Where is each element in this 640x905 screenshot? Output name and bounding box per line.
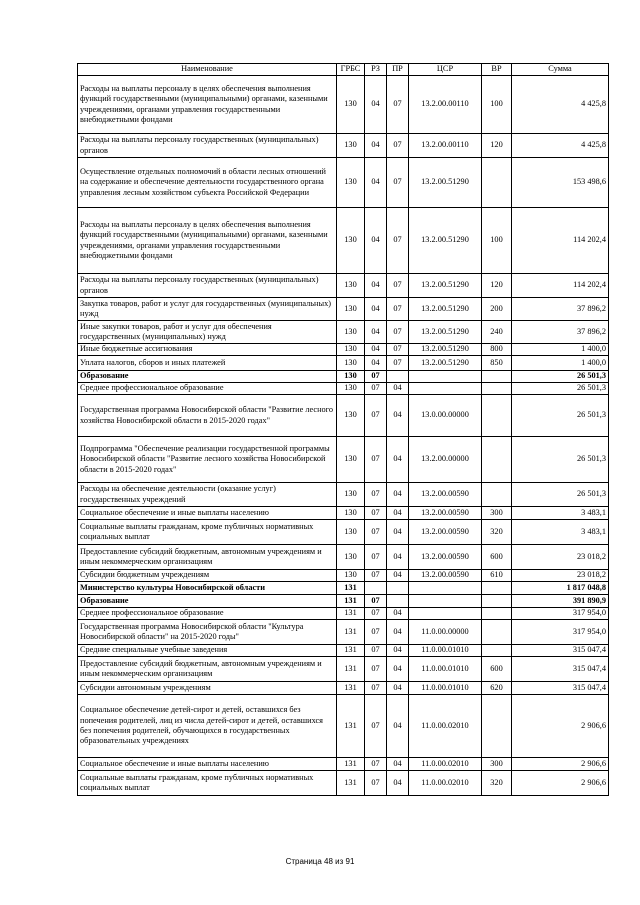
cell-csr: 13.2.00.00000 <box>409 437 482 483</box>
header-csr: ЦСР <box>409 64 482 76</box>
cell-sum: 4 425,8 <box>512 134 609 158</box>
cell-rz: 07 <box>365 657 387 682</box>
cell-rz: 04 <box>365 344 387 356</box>
cell-name: Социальные выплаты гражданам, кроме публичных нормативных социальных выплат <box>78 771 337 796</box>
table-row <box>78 483 609 507</box>
cell-name: Уплата налогов, сборов и иных платежей <box>78 356 337 371</box>
cell-grbs: 130 <box>337 507 365 520</box>
cell-rz: 07 <box>365 758 387 771</box>
cell-csr: 13.2.00.00590 <box>409 545 482 570</box>
cell-csr: 13.2.00.51290 <box>409 321 482 344</box>
cell-pr: 04 <box>387 483 409 507</box>
cell-grbs: 130 <box>337 298 365 321</box>
cell-grbs: 130 <box>337 395 365 437</box>
cell-rz: 07 <box>365 570 387 582</box>
cell-name: Среднее профессиональное образование <box>78 608 337 620</box>
cell-vr <box>482 371 512 383</box>
cell-name: Министерство культуры Новосибирской области <box>78 582 337 595</box>
header-rz: РЗ <box>365 64 387 76</box>
cell-sum: 1 400,0 <box>512 344 609 356</box>
cell-grbs: 130 <box>337 344 365 356</box>
cell-sum: 3 483,1 <box>512 507 609 520</box>
cell-sum: 315 047,4 <box>512 682 609 695</box>
cell-grbs: 130 <box>337 76 365 134</box>
cell-grbs: 131 <box>337 682 365 695</box>
cell-name: Подпрограмма "Обеспечение реализации государственной программы Новосибирской области "Развитие лесного хозяйства Новосибирской области в 2015-2020 годах" <box>78 437 337 483</box>
cell-name: Государственная программа Новосибирской области "Культура Новосибирской области" на 2015-2020 годы" <box>78 620 337 645</box>
table-row <box>78 645 609 657</box>
cell-sum: 4 425,8 <box>512 76 609 134</box>
cell-csr: 13.2.00.51290 <box>409 344 482 356</box>
table-row <box>78 395 609 437</box>
table-header-row <box>78 64 609 76</box>
cell-pr: 04 <box>387 395 409 437</box>
cell-csr: 13.2.00.51290 <box>409 208 482 274</box>
cell-name: Образование <box>78 371 337 383</box>
cell-vr: 120 <box>482 134 512 158</box>
cell-name: Субсидии бюджетным учреждениям <box>78 570 337 582</box>
cell-grbs: 131 <box>337 595 365 608</box>
cell-pr: 04 <box>387 570 409 582</box>
cell-sum: 26 501,3 <box>512 383 609 395</box>
cell-vr: 610 <box>482 570 512 582</box>
cell-sum: 26 501,3 <box>512 395 609 437</box>
table-row <box>78 298 609 321</box>
cell-rz: 07 <box>365 595 387 608</box>
cell-grbs: 131 <box>337 771 365 796</box>
table-row <box>78 158 609 208</box>
cell-rz: 07 <box>365 695 387 758</box>
cell-sum: 3 483,1 <box>512 520 609 545</box>
table-row <box>78 371 609 383</box>
table-row <box>78 344 609 356</box>
cell-csr: 11.0.00.01010 <box>409 645 482 657</box>
cell-grbs: 130 <box>337 383 365 395</box>
cell-pr: 04 <box>387 383 409 395</box>
cell-csr: 13.2.00.00110 <box>409 76 482 134</box>
cell-pr: 04 <box>387 771 409 796</box>
cell-pr: 07 <box>387 274 409 298</box>
table-body <box>78 76 609 796</box>
cell-grbs: 130 <box>337 134 365 158</box>
cell-grbs: 131 <box>337 608 365 620</box>
table-row <box>78 383 609 395</box>
cell-pr: 04 <box>387 620 409 645</box>
cell-sum: 153 498,6 <box>512 158 609 208</box>
cell-vr <box>482 595 512 608</box>
cell-vr <box>482 158 512 208</box>
cell-sum: 37 896,2 <box>512 298 609 321</box>
cell-pr: 04 <box>387 645 409 657</box>
table-row <box>78 771 609 796</box>
cell-vr: 100 <box>482 208 512 274</box>
table-row <box>78 520 609 545</box>
cell-pr <box>387 371 409 383</box>
cell-grbs: 130 <box>337 321 365 344</box>
table-row <box>78 208 609 274</box>
table-row <box>78 695 609 758</box>
cell-name: Расходы на выплаты персоналу в целях обеспечения выполнения функций государственными (муниципальными) органами, казенными учреждениями, органами управления государственными внебюджетными фондами <box>78 208 337 274</box>
cell-vr: 300 <box>482 507 512 520</box>
cell-csr: 13.0.00.00000 <box>409 395 482 437</box>
cell-rz: 07 <box>365 395 387 437</box>
cell-grbs: 130 <box>337 545 365 570</box>
cell-grbs: 130 <box>337 520 365 545</box>
cell-rz: 04 <box>365 356 387 371</box>
header-sum: Сумма <box>512 64 609 76</box>
table-row <box>78 321 609 344</box>
cell-grbs: 131 <box>337 582 365 595</box>
cell-pr: 04 <box>387 507 409 520</box>
cell-rz: 07 <box>365 608 387 620</box>
table-row <box>78 356 609 371</box>
cell-rz: 04 <box>365 76 387 134</box>
table-row <box>78 595 609 608</box>
page-number: Страница 48 из 91 <box>285 857 355 866</box>
cell-rz: 07 <box>365 545 387 570</box>
cell-vr <box>482 695 512 758</box>
cell-csr: 11.0.00.02010 <box>409 758 482 771</box>
cell-name: Социальное обеспечение детей-сирот и детей, оставшихся без попечения родителей, лиц из числа детей-сирот и детей, оставшихся без попечения родителей, обучающихся в государственных образовательных учреждениях <box>78 695 337 758</box>
cell-csr: 13.2.00.51290 <box>409 298 482 321</box>
cell-vr: 320 <box>482 520 512 545</box>
cell-sum: 2 906,6 <box>512 758 609 771</box>
cell-grbs: 130 <box>337 356 365 371</box>
cell-vr <box>482 383 512 395</box>
cell-vr: 600 <box>482 545 512 570</box>
cell-pr: 04 <box>387 657 409 682</box>
table-row <box>78 545 609 570</box>
cell-grbs: 131 <box>337 657 365 682</box>
cell-sum: 391 890,9 <box>512 595 609 608</box>
cell-rz: 04 <box>365 158 387 208</box>
cell-csr <box>409 371 482 383</box>
table-row <box>78 657 609 682</box>
cell-grbs: 130 <box>337 437 365 483</box>
cell-grbs: 131 <box>337 758 365 771</box>
cell-name: Иные закупки товаров, работ и услуг для обеспечения государственных (муниципальных) нужд <box>78 321 337 344</box>
cell-grbs: 131 <box>337 645 365 657</box>
cell-pr: 07 <box>387 158 409 208</box>
cell-grbs: 130 <box>337 371 365 383</box>
cell-pr: 07 <box>387 321 409 344</box>
cell-csr: 11.0.00.02010 <box>409 695 482 758</box>
cell-name: Расходы на обеспечение деятельности (оказание услуг) государственных учреждений <box>78 483 337 507</box>
cell-pr: 04 <box>387 608 409 620</box>
cell-csr: 11.0.00.01010 <box>409 682 482 695</box>
cell-sum: 26 501,3 <box>512 371 609 383</box>
cell-name: Иные бюджетные ассигнования <box>78 344 337 356</box>
cell-csr <box>409 608 482 620</box>
cell-sum: 2 906,6 <box>512 695 609 758</box>
cell-pr: 04 <box>387 437 409 483</box>
cell-csr: 13.2.00.51290 <box>409 158 482 208</box>
cell-grbs: 130 <box>337 274 365 298</box>
cell-sum: 23 018,2 <box>512 545 609 570</box>
table-row <box>78 274 609 298</box>
cell-name: Расходы на выплаты персоналу в целях обеспечения выполнения функций государственными (муниципальными) органами, казенными учреждениями, органами управления государственными внебюджетными фондами <box>78 76 337 134</box>
cell-pr: 07 <box>387 208 409 274</box>
cell-pr <box>387 595 409 608</box>
cell-csr: 13.2.00.00110 <box>409 134 482 158</box>
cell-vr: 240 <box>482 321 512 344</box>
cell-name: Среднее профессиональное образование <box>78 383 337 395</box>
cell-vr <box>482 437 512 483</box>
cell-vr: 600 <box>482 657 512 682</box>
cell-sum: 114 202,4 <box>512 274 609 298</box>
cell-pr: 07 <box>387 344 409 356</box>
cell-vr: 850 <box>482 356 512 371</box>
cell-sum: 37 896,2 <box>512 321 609 344</box>
cell-csr <box>409 595 482 608</box>
cell-name: Закупка товаров, работ и услуг для государственных (муниципальных) нужд <box>78 298 337 321</box>
header-pr: ПР <box>387 64 409 76</box>
cell-pr: 07 <box>387 298 409 321</box>
cell-rz: 07 <box>365 771 387 796</box>
cell-vr: 120 <box>482 274 512 298</box>
cell-rz: 07 <box>365 682 387 695</box>
cell-vr <box>482 582 512 595</box>
cell-csr: 13.2.00.00590 <box>409 570 482 582</box>
cell-csr: 13.2.00.51290 <box>409 356 482 371</box>
cell-rz: 07 <box>365 437 387 483</box>
cell-csr: 11.0.00.01010 <box>409 657 482 682</box>
cell-sum: 1 817 048,8 <box>512 582 609 595</box>
cell-pr: 04 <box>387 545 409 570</box>
cell-name: Государственная программа Новосибирской области "Развитие лесного хозяйства Новосибирской области в 2015-2020 годах" <box>78 395 337 437</box>
cell-grbs: 131 <box>337 695 365 758</box>
cell-pr: 07 <box>387 356 409 371</box>
table-row <box>78 582 609 595</box>
table-row <box>78 134 609 158</box>
table-row <box>78 570 609 582</box>
cell-rz: 04 <box>365 134 387 158</box>
cell-rz: 04 <box>365 208 387 274</box>
cell-csr: 13.2.00.00590 <box>409 507 482 520</box>
cell-pr: 07 <box>387 134 409 158</box>
cell-grbs: 130 <box>337 208 365 274</box>
cell-vr: 800 <box>482 344 512 356</box>
cell-rz: 04 <box>365 321 387 344</box>
cell-sum: 26 501,3 <box>512 437 609 483</box>
cell-sum: 317 954,0 <box>512 620 609 645</box>
cell-vr: 620 <box>482 682 512 695</box>
table-row <box>78 76 609 134</box>
cell-name: Расходы на выплаты персоналу государственных (муниципальных) органов <box>78 134 337 158</box>
cell-rz: 04 <box>365 298 387 321</box>
cell-sum: 26 501,3 <box>512 483 609 507</box>
cell-name: Расходы на выплаты персоналу государственных (муниципальных) органов <box>78 274 337 298</box>
cell-vr <box>482 608 512 620</box>
cell-vr: 100 <box>482 76 512 134</box>
cell-name: Образование <box>78 595 337 608</box>
table-row <box>78 620 609 645</box>
table-row <box>78 758 609 771</box>
cell-vr <box>482 620 512 645</box>
cell-rz: 07 <box>365 507 387 520</box>
cell-sum: 317 954,0 <box>512 608 609 620</box>
cell-rz: 07 <box>365 483 387 507</box>
budget-table <box>77 63 609 796</box>
cell-rz: 07 <box>365 383 387 395</box>
cell-name: Социальное обеспечение и иные выплаты населению <box>78 507 337 520</box>
cell-name: Предоставление субсидий бюджетным, автономным учреждениям и иным некоммерческим организациям <box>78 657 337 682</box>
cell-pr: 04 <box>387 520 409 545</box>
table-row <box>78 608 609 620</box>
table-row <box>78 682 609 695</box>
cell-pr <box>387 582 409 595</box>
cell-vr <box>482 645 512 657</box>
cell-name: Средние специальные учебные заведения <box>78 645 337 657</box>
cell-vr: 320 <box>482 771 512 796</box>
cell-csr: 11.0.00.02010 <box>409 771 482 796</box>
cell-vr: 200 <box>482 298 512 321</box>
cell-sum: 114 202,4 <box>512 208 609 274</box>
cell-rz: 07 <box>365 520 387 545</box>
cell-name: Субсидии автономным учреждениям <box>78 682 337 695</box>
header-grbs: ГРБС <box>337 64 365 76</box>
cell-sum: 315 047,4 <box>512 645 609 657</box>
cell-vr <box>482 395 512 437</box>
cell-rz <box>365 582 387 595</box>
cell-csr: 13.2.00.00590 <box>409 483 482 507</box>
cell-vr: 300 <box>482 758 512 771</box>
cell-sum: 315 047,4 <box>512 657 609 682</box>
cell-csr: 11.0.00.00000 <box>409 620 482 645</box>
cell-vr <box>482 483 512 507</box>
cell-sum: 1 400,0 <box>512 356 609 371</box>
cell-grbs: 131 <box>337 620 365 645</box>
cell-csr <box>409 383 482 395</box>
cell-rz: 07 <box>365 620 387 645</box>
cell-grbs: 130 <box>337 158 365 208</box>
cell-name: Предоставление субсидий бюджетным, автономным учреждениям и иным некоммерческим организациям <box>78 545 337 570</box>
cell-grbs: 130 <box>337 570 365 582</box>
cell-grbs: 130 <box>337 483 365 507</box>
cell-rz: 07 <box>365 645 387 657</box>
cell-sum: 2 906,6 <box>512 771 609 796</box>
cell-name: Социальное обеспечение и иные выплаты населению <box>78 758 337 771</box>
table-row <box>78 437 609 483</box>
cell-pr: 04 <box>387 758 409 771</box>
cell-csr <box>409 582 482 595</box>
cell-rz: 07 <box>365 371 387 383</box>
cell-pr: 04 <box>387 695 409 758</box>
cell-pr: 07 <box>387 76 409 134</box>
cell-pr: 04 <box>387 682 409 695</box>
header-name: Наименование <box>78 64 337 76</box>
cell-csr: 13.2.00.51290 <box>409 274 482 298</box>
header-vr: ВР <box>482 64 512 76</box>
cell-rz: 04 <box>365 274 387 298</box>
table-row <box>78 507 609 520</box>
cell-csr: 13.2.00.00590 <box>409 520 482 545</box>
cell-sum: 23 018,2 <box>512 570 609 582</box>
cell-name: Социальные выплаты гражданам, кроме публичных нормативных социальных выплат <box>78 520 337 545</box>
cell-name: Осуществление отдельных полномочий в области лесных отношений на содержание и обеспечение деятельности государственного органа управления лесным хозяйством субъекта Российской Федерации <box>78 158 337 208</box>
